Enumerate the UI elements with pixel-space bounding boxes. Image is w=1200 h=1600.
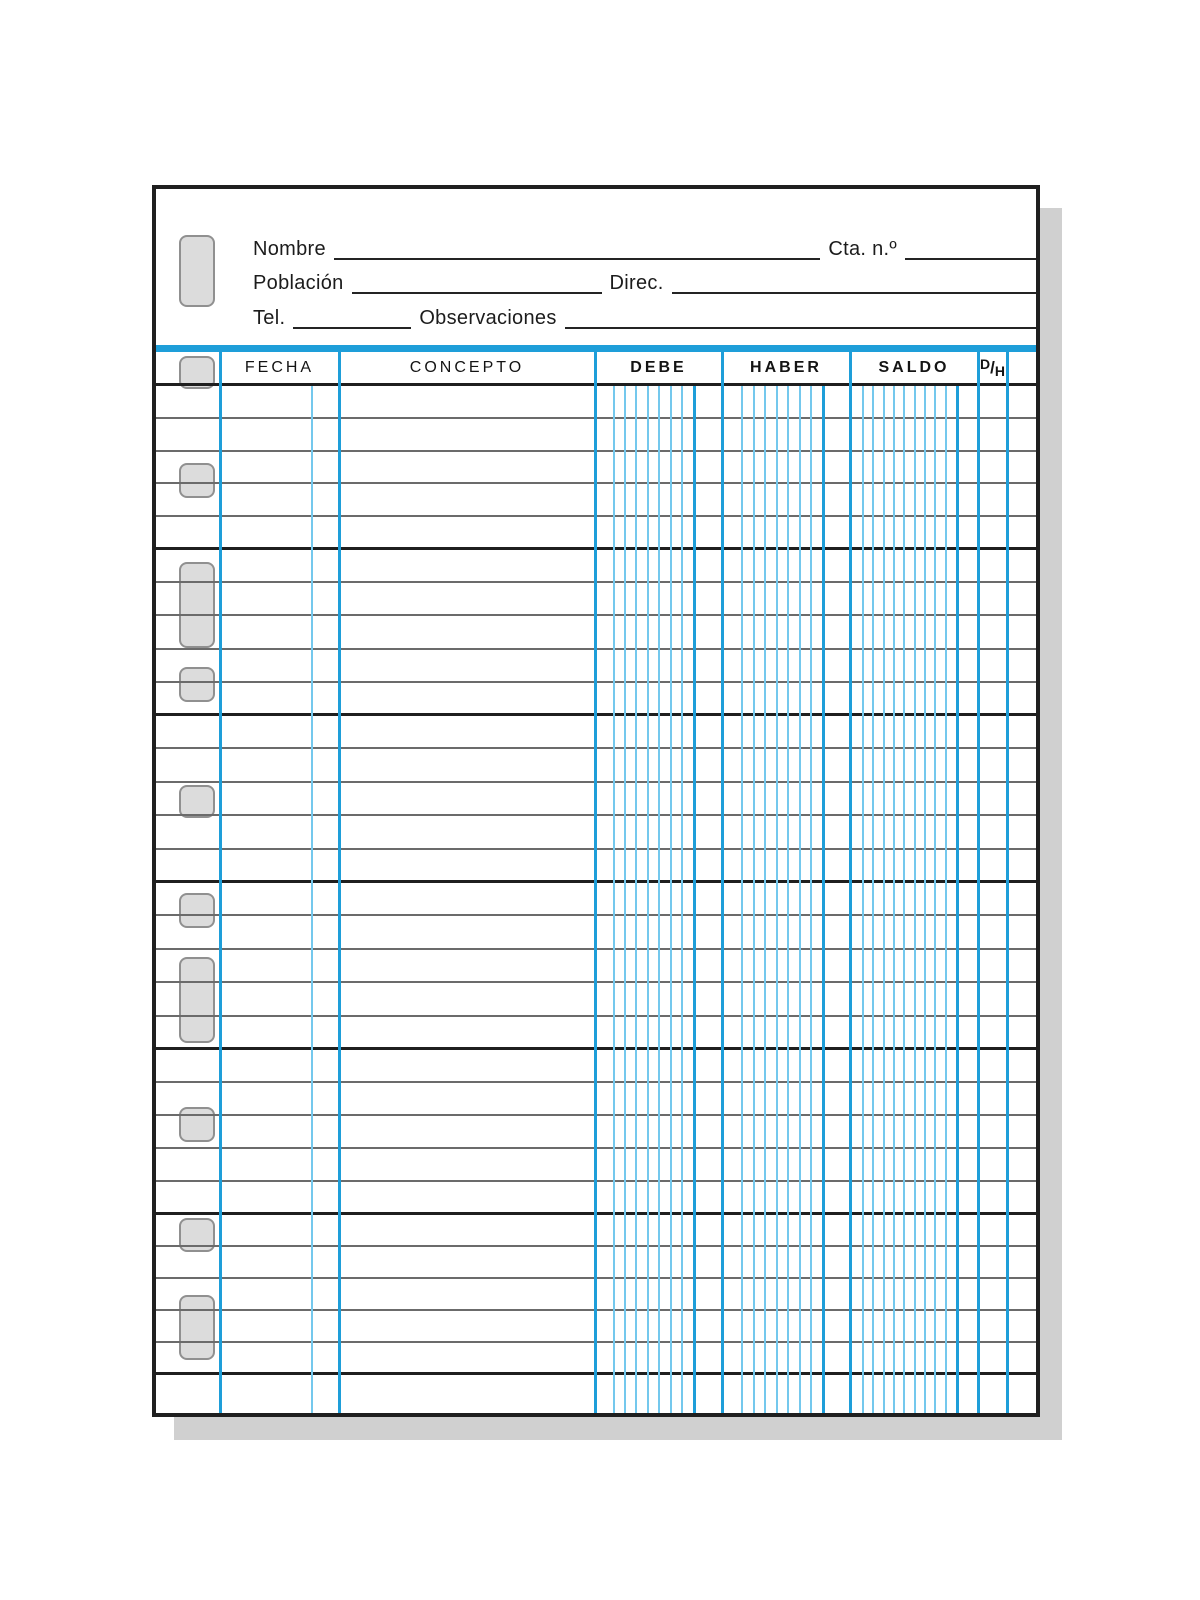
digit-guide-line (810, 386, 812, 1413)
column-divider-line (219, 345, 222, 1413)
digit-guide-line (862, 386, 864, 1413)
info-row-telefono (253, 303, 1036, 329)
digit-guide-line (872, 386, 874, 1413)
column-divider-line (721, 345, 724, 1413)
digit-guide-line (311, 386, 313, 1413)
info-row-nombre (253, 234, 1036, 260)
concepto-column-header: CONCEPTO (409, 358, 525, 376)
observaciones-label: Observaciones (419, 307, 557, 329)
digit-guide-line (613, 386, 615, 1413)
digit-guide-line (670, 386, 672, 1413)
cuenta-numero-write-line (905, 258, 1036, 260)
direccion-write-line (672, 292, 1036, 294)
digit-guide-line (658, 386, 660, 1413)
saldo-column-header: SALDO (878, 358, 950, 376)
nombre-label: Nombre (253, 238, 326, 260)
digit-guide-line (624, 386, 626, 1413)
punch-hole (179, 235, 215, 307)
digit-guide-line (681, 386, 683, 1413)
digit-guide-line (883, 386, 885, 1413)
poblacion-label: Población (253, 272, 344, 294)
dh-slash: / (990, 357, 995, 377)
digit-guide-line (787, 386, 789, 1413)
poblacion-write-line (352, 292, 602, 294)
column-mid-line (822, 386, 825, 1413)
telefono-write-line (293, 327, 411, 329)
column-divider-line (1006, 345, 1009, 1413)
direccion-label: Direc. (609, 272, 664, 294)
nombre-write-line (334, 258, 820, 260)
debe-column-header: DEBE (630, 358, 687, 376)
column-divider-line (849, 345, 852, 1413)
digit-guide-line (924, 386, 926, 1413)
digit-guide-line (799, 386, 801, 1413)
dh-column-header (978, 352, 1007, 383)
digit-guide-line (945, 386, 947, 1413)
dh-haber-letter: H (994, 362, 1005, 379)
fecha-column-header: FECHA (244, 358, 315, 376)
column-divider-line (977, 345, 980, 1413)
digit-guide-line (893, 386, 895, 1413)
ledger-sheet (152, 185, 1040, 1417)
digit-guide-line (776, 386, 778, 1413)
digit-guide-line (934, 386, 936, 1413)
digit-guide-line (903, 386, 905, 1413)
digit-guide-line (635, 386, 637, 1413)
digit-guide-line (753, 386, 755, 1413)
column-mid-line (693, 386, 696, 1413)
digit-guide-line (914, 386, 916, 1413)
column-divider-line (594, 345, 597, 1413)
info-row-poblacion (253, 268, 1036, 294)
haber-column-header: HABER (750, 358, 822, 376)
digit-guide-line (764, 386, 766, 1413)
telefono-label: Tel. (253, 307, 286, 329)
dh-debe-letter: D (980, 355, 991, 372)
observaciones-write-line (565, 327, 1036, 329)
cuenta-numero-label: Cta. n.º (828, 238, 897, 260)
digit-guide-line (741, 386, 743, 1413)
column-divider-line (338, 345, 341, 1413)
column-mid-line (956, 386, 959, 1413)
digit-guide-line (647, 386, 649, 1413)
